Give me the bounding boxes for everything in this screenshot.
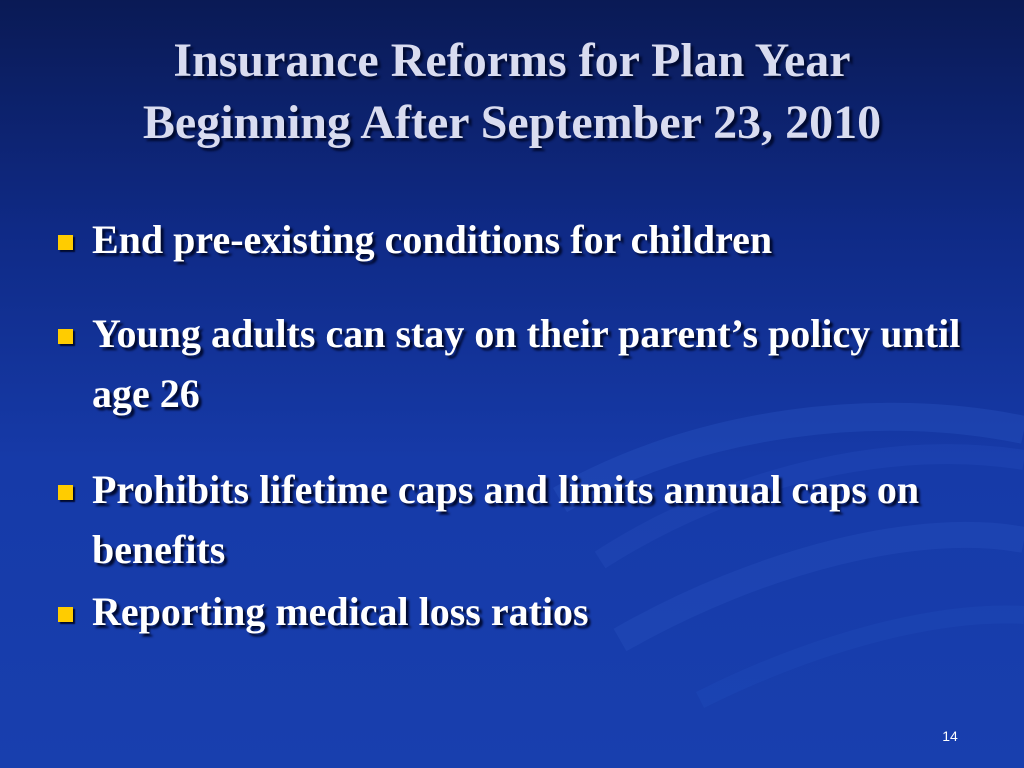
bullet-text: End pre-existing conditions for children [92, 217, 773, 262]
slide-title-line-1: Insurance Reforms for Plan Year [173, 34, 851, 87]
bullet-item [52, 210, 992, 270]
bullet-item [52, 460, 992, 580]
yellow-square-bullet-icon [58, 485, 73, 500]
bullet-text: Young adults can stay on their parent’s policy until age 26 [92, 311, 961, 416]
yellow-square-bullet-icon [58, 607, 73, 622]
bullet-text: Reporting medical loss ratios [92, 589, 589, 634]
yellow-square-bullet-icon [58, 329, 73, 344]
yellow-square-bullet-icon [58, 235, 73, 250]
bullet-text: Prohibits lifetime caps and limits annual caps on benefits [92, 467, 920, 572]
bullet-item [52, 304, 992, 424]
bullet-list [52, 210, 992, 642]
bullet-item [52, 582, 992, 642]
page-number: 14 [942, 728, 958, 744]
slide-title-line-2: Beginning After September 23, 2010 [142, 96, 882, 149]
slide-title [40, 30, 984, 154]
